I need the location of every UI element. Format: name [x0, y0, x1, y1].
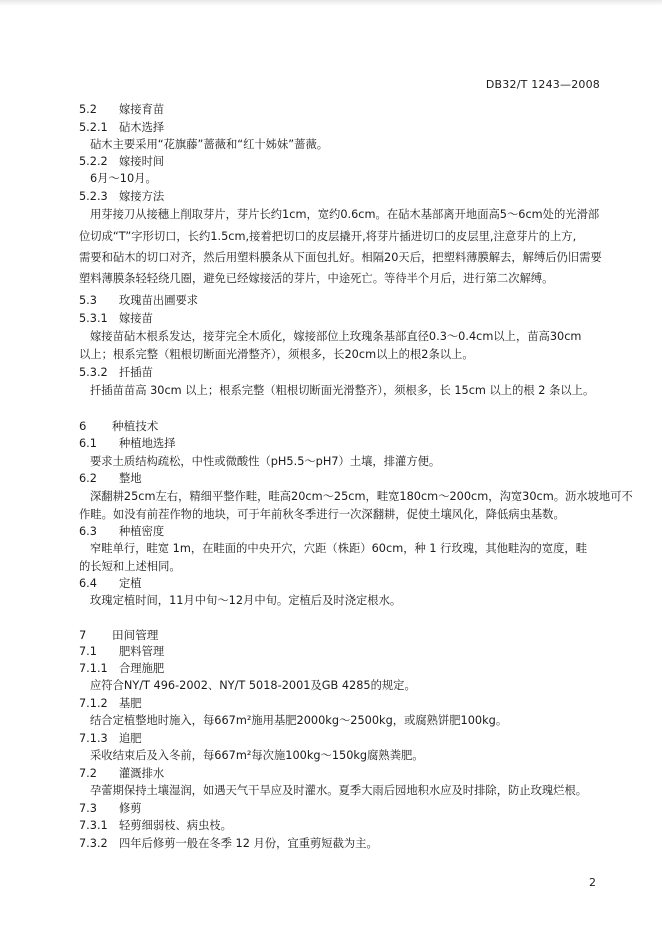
- heading-7-1-3: 7.1.3 追肥: [79, 732, 142, 745]
- page-number: 2: [589, 876, 596, 889]
- paragraph: 应符合NY/T 496-2002、NY/T 5018-2001及GB 4285的规定。: [90, 679, 416, 692]
- paragraph: 采收结束后及入冬前，每667m²每次施100kg～150kg腐熟粪肥。: [90, 749, 424, 762]
- heading-6-1: 6.1 种植地选择: [79, 437, 176, 450]
- paragraph: 深翻耕25cm左右，精细平整作畦，畦高20cm～25cm，畦宽180cm～200cm，沟宽30cm。沥水坡地可不: [90, 490, 633, 503]
- heading-5-2-1: 5.2.1 砧木选择: [79, 121, 165, 134]
- paragraph: 嫁接苗砧木根系发达，接芽完全木质化，嫁接部位上玫瑰条基部直径0.3～0.4cm以上，苗高30cm: [90, 330, 582, 343]
- heading-6: 6 种植技术: [79, 419, 159, 433]
- heading-5-3-1: 5.3.1 嫁接苗: [79, 312, 153, 325]
- paragraph: 6月～10月。: [90, 172, 157, 185]
- heading-6-3: 6.3 种植密度: [79, 525, 165, 538]
- heading-7-2: 7.2 灌溉排水: [79, 767, 165, 780]
- paragraph: 砧木主要采用“花旗藤”蔷薇和“红十姊妹”蔷薇。: [90, 138, 329, 151]
- paragraph: 以上；根系完整（粗根切断面光滑整齐），须根多，长20cm以上的根2条以上。: [79, 348, 474, 361]
- item-7-3-2: 7.3.2 四年后修剪一般在冬季 12 月份，宜重剪短截为主。: [79, 837, 378, 850]
- item-7-3-1: 7.3.1 轻剪细弱枝、病虫枝。: [79, 819, 232, 832]
- heading-7-1-2: 7.1.2 基肥: [79, 697, 142, 710]
- scan-edge: [0, 0, 662, 6]
- heading-5-2-2: 5.2.2 嫁接时间: [79, 155, 165, 168]
- heading-7-3: 7.3 修剪: [79, 802, 142, 815]
- paragraph: 结合定植整地时施入，每667m²施用基肥2000kg～2500kg，或腐熟饼肥100kg。: [90, 714, 508, 727]
- paragraph: 窄畦单行，畦宽 1m，在畦面的中央开穴，穴距（株距）60cm，种 1 行玫瑰，其他畦沟的宽度，畦: [90, 542, 588, 555]
- heading-5-2: 5.2 嫁接育苗: [79, 103, 165, 116]
- paragraph: 用芽接刀从接穗上削取芽片，芽片长约1cm，宽约0.6cm。在砧木基部离开地面高5～6cm处的光滑部: [90, 208, 600, 221]
- paragraph: 作畦。如没有前茬作物的地块，可于年前秋冬季进行一次深翻耕，促使土壤风化，降低病虫基数。: [79, 508, 565, 521]
- heading-6-2: 6.2 整地: [79, 472, 142, 485]
- paragraph: 玫瑰定植时间，11月中旬～12月中旬。定植后及时浇定根水。: [90, 594, 402, 607]
- heading-5-2-3: 5.2.3 嫁接方法: [79, 190, 165, 203]
- heading-6-4: 6.4 定植: [79, 577, 142, 590]
- heading-7: 7 田间管理: [79, 628, 159, 642]
- heading-5-3: 5.3 玫瑰苗出圃要求: [79, 294, 199, 307]
- heading-7-1: 7.1 肥料管理: [79, 645, 165, 658]
- paragraph: 塑料薄膜条轻轻绕几圈，避免已经嫁接活的芽片，中途死亡。等待半个月后，进行第二次解缚。: [79, 272, 554, 285]
- paragraph: 需要和砧木的切口对齐，然后用塑料膜条从下面包扎好。相隔20天后，把塑料薄膜解去，解缚后仍旧需要: [79, 251, 602, 264]
- paragraph: 要求土质结构疏松，中性或微酸性（pH5.5～pH7）土壤，排灌方便。: [90, 455, 441, 468]
- heading-7-1-1: 7.1.1 合理施肥: [79, 662, 165, 675]
- paragraph: 扦插苗苗高 30cm 以上；根系完整（粗根切断面光滑整齐），须根多，长 15cm 以上的根 2 条以上。: [90, 384, 595, 397]
- document-code: DB32/T 1243—2008: [485, 78, 600, 91]
- paragraph: 位切成“T”字形切口，长约1.5cm,接着把切口的皮层撬开,将芽片插进切口的皮层里,注意芽片的上方,: [79, 230, 577, 243]
- paragraph: 孕蕾期保持土壤湿润，如遇天气干旱应及时灌水。夏季大雨后园地积水应及时排除，防止玫瑰烂根。: [90, 784, 588, 797]
- paragraph: 的长短和上述相同。: [79, 560, 181, 573]
- heading-5-3-2: 5.3.2 扦插苗: [79, 366, 153, 379]
